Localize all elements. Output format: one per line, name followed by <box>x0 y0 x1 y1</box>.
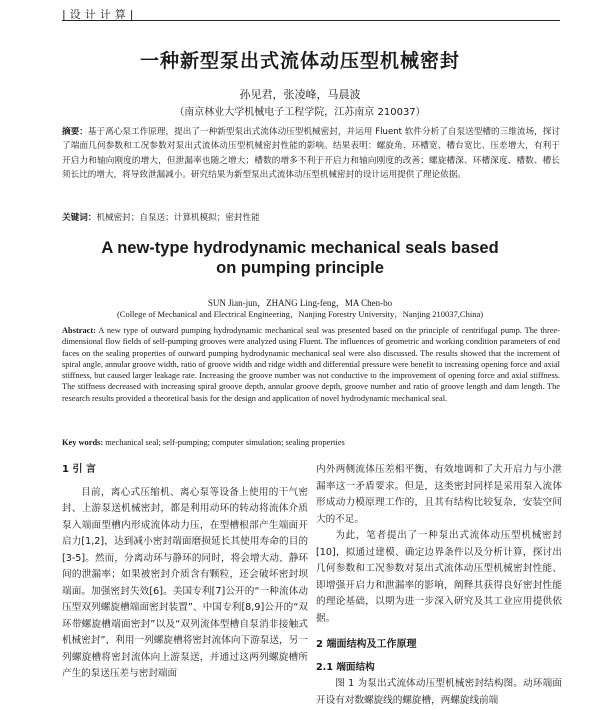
english-title-line-1: A new-type hydrodynamic mechanical seals based <box>101 239 499 257</box>
english-keywords <box>62 438 560 447</box>
chinese-abstract-text: 基于离心泵工作原理，提出了一种新型泵出式流体动压型机械密封，并运用 Fluent 软件分析了自泵送型槽的三维流场，探讨了端面几何参数和工况参数对泵出式流体动压型机械密封性能的影响。结果表明：螺旋角、环槽宽、槽台宽比、压差增大，有利于开启力和轴向刚度的增大，但泄漏率也随之增大；槽数的增多不利于开启力和轴向刚度的改善；螺旋槽深、环槽深度、槽数、槽长须长比的增大，将导致泄漏减小。研究结果为新型泵出式流体动压型机械密封的设计运用提供了理论依据。 <box>62 127 560 180</box>
chinese-abstract <box>62 125 560 182</box>
introduction-heading: 1 引 言 <box>62 464 96 475</box>
chinese-affiliation: （南京林业大学机械电子工程学院，江苏南京 210037） <box>174 107 426 118</box>
section-2-heading: 2 端面结构及工作原理 <box>316 639 417 650</box>
english-abstract <box>62 325 560 404</box>
english-keywords-text: mechanical seal; self-pumping; computer simulation; sealing properties <box>105 438 345 447</box>
right-paragraph-2: 为此，笔者提出了一种泵出式流体动压型机械密封[10]，拟通过建模、确定边界条件以及分析计算，探讨出几何参数和工况参数对泵出式流体动压型机械密封性能、即增强开启力和泄漏率的影响，阐释其获得良好密封性能的理论基础，以期为进一步深入研究及其工业应用提供依据。 <box>316 530 562 624</box>
english-keywords-label: Key words: <box>62 438 104 447</box>
english-abstract-text: A new type of outward pumping hydrodynamic mechanical seal was presented based on the principle of centrifugal pump. The three-dimensional flow fields of self-pumping grooves were analyzed using Fluent. The influences of geometric and working condition parameters of end faces on the sealing properties of outward pumping hydrodynamic mechanical seal were also discussed. The results showed that the increment of spiral angle, annular groove width, ratio of groove width and ridge width and differential pressure were benefit to increasing opening force and axial stiffness, but caused larger leakage rate. Increasing the groove number was not conductive to the improvement of opening force and axial stiffness. The stiffness decreased with increasing spiral groove depth, annular groove depth, groove number and ratio of groove length and dam length. The research results provided a theoretical basis for the design and application of novel hydrodynamic mechanical seal. <box>62 326 560 403</box>
english-title <box>0 238 600 278</box>
english-authors: SUN Jian-jun，ZHANG Ling-feng，MA Chen-bo <box>207 298 393 308</box>
introduction-paragraph: 目前，离心式压缩机、离心泵等设备上使用的干气密封、上游泵送机械密封，都是利用动环的转动将流体介质泵入端面型槽内形成流体动力压，在型槽根部产生端面开启力[1,2]，达到减小密封端面磨损延长其使用寿命的目的[3-5]。然而，分离动环与静环的同时，将会增大动、静环间的泄漏率；如果被密封介质含有颗粒，还会破坏密封坝端面。加强密封失效[6]。美国专利[7]公开的“一种流体动压型双列螺旋槽端面密封装置”、中国专利[8,9]公开的“双环带螺旋槽端面密封”以及“双列流体型槽自泵消非接触式机械密封”，利用一列螺旋槽将密封流体向下游泵送，另一列螺旋槽将密封流体向上游泵送，并通过这两列螺旋槽所产生的泵送压差与密封端面 <box>62 486 308 679</box>
chinese-keywords-text: 机械密封；自泵送；计算机模拟；密封性能 <box>96 213 260 223</box>
chinese-title: 一种新型泵出式流体动压型机械密封 <box>139 50 460 72</box>
section-tag: |设计计算| <box>62 8 138 21</box>
chinese-authors: 孙见君，张凌峰，马晨波 <box>239 88 361 101</box>
right-paragraph-3: 图 1 为泵出式流体动压型机械密封结构图。动环端面开设有对数螺旋线的螺旋槽，两螺旋线前端 <box>316 678 562 706</box>
english-abstract-label: Abstract: <box>62 326 96 335</box>
subsection-2-1-heading: 2.1 端面结构 <box>316 661 375 673</box>
right-paragraph-1: 内外两侧流体压差相平衡，有效地调和了大开启力与小泄漏率这一矛盾要求。但是，这类密封同样是采用泵入流体形成动力模原理工作的，且其有结构比较复杂，安装空间大的不足。 <box>316 464 562 525</box>
english-title-line-2: on pumping principle <box>216 259 384 277</box>
header-rule <box>62 20 560 21</box>
chinese-abstract-label: 摘要： <box>62 127 88 137</box>
chinese-keywords-label: 关键词： <box>62 213 97 223</box>
chinese-keywords <box>62 211 560 223</box>
right-column <box>316 462 562 709</box>
english-affiliation: (College of Mechanical and Electrical Engineering，Nanjing Forestry University，Nanjing 210037,China) <box>116 309 484 319</box>
left-column <box>62 462 308 683</box>
